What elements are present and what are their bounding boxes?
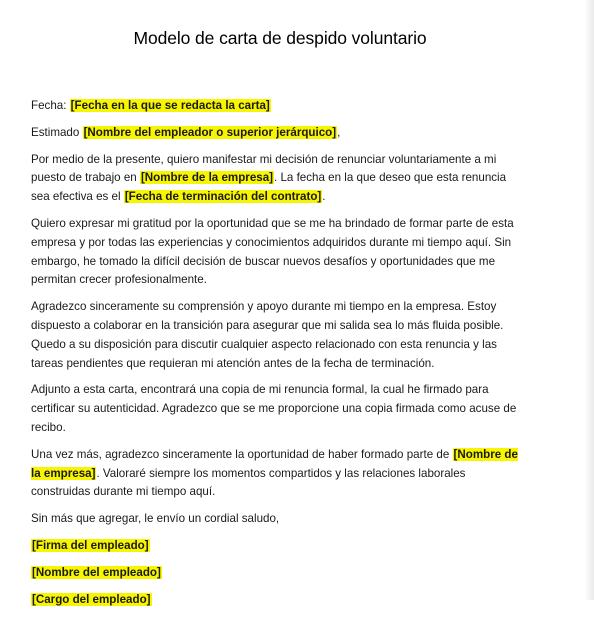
signature-line [31, 537, 521, 556]
p1-text-b: . La fecha en la que deseo que esta renuncia sea efectiva es el [31, 171, 507, 204]
paragraph-attachment: Adjunto a esta carta, encontrará una copia de mi renuncia formal, la cual he firmado para certificar su autenticidad. Agradezco que se me proporcione una copia firmada como acuse de recibo. [31, 383, 517, 434]
end-date-placeholder: [Fecha de terminación del contrato] [124, 190, 322, 204]
letter-body [31, 97, 521, 617]
signature-placeholder: [Firma del empleado] [32, 538, 149, 552]
page-edge-shadow [584, 0, 594, 600]
p5-text-b: . Valoraré siempre los momentos compartidos y las relaciones laborales construidas durante mi tiempo aquí. [31, 466, 466, 499]
document-title: Modelo de carta de despido voluntario [133, 28, 427, 48]
greeting-suffix: , [337, 125, 341, 139]
date-line [31, 97, 521, 116]
date-placeholder: [Fecha en la que se redacta la carta] [70, 99, 270, 112]
paragraph-thanks [31, 446, 521, 502]
company-name-placeholder-2: [Nombre de la empresa] [31, 447, 518, 480]
employee-name-placeholder: [Nombre del empleado] [32, 565, 161, 579]
paragraph-gratitude: Quiero expresar mi gratitud por la oportunidad que se me ha brindado de formar parte de esta empresa y por todas las experiencias y conocimientos adquiridos durante mi tiempo aquí. Sin embargo, he tomado la difícil decisión de buscar nuevos desafíos y oportunidades que me permitan crecer profesionalmente. [31, 216, 514, 287]
date-label: Fecha: [31, 99, 70, 112]
employee-position-placeholder: [Cargo del empleado] [32, 592, 151, 606]
greeting-prefix: Estimado [31, 125, 83, 139]
p5-text-a: Una vez más, agradezco sinceramente la oportunidad de haber formado parte de [31, 447, 453, 461]
paragraph-transition: Agradezco sinceramente su comprensión y apoyo durante mi tiempo en la empresa. Estoy dispuesto a colaborar en la transición para asegurar que mi salida sea lo más fluida posible. Quedo a su disposición para discutir cualquier aspecto relacionado con esta renuncia y las tareas pendientes que requieran mi atención antes de la fecha de terminación. [31, 300, 504, 370]
paragraph-resignation [31, 151, 521, 207]
employee-name-line [31, 564, 521, 583]
p1-text-a: Por medio de la presente, quiero manifestar mi decisión de renunciar voluntariamente a mi puesto de trabajo en [31, 152, 497, 185]
closing-line: Sin más que agregar, le envío un cordial saludo, [31, 512, 280, 526]
p1-text-c: . [322, 190, 326, 204]
company-name-placeholder: [Nombre de la empresa] [140, 171, 274, 185]
employer-name-placeholder: [Nombre del empleador o superior jerárquico] [83, 125, 337, 139]
greeting-line [31, 124, 521, 143]
